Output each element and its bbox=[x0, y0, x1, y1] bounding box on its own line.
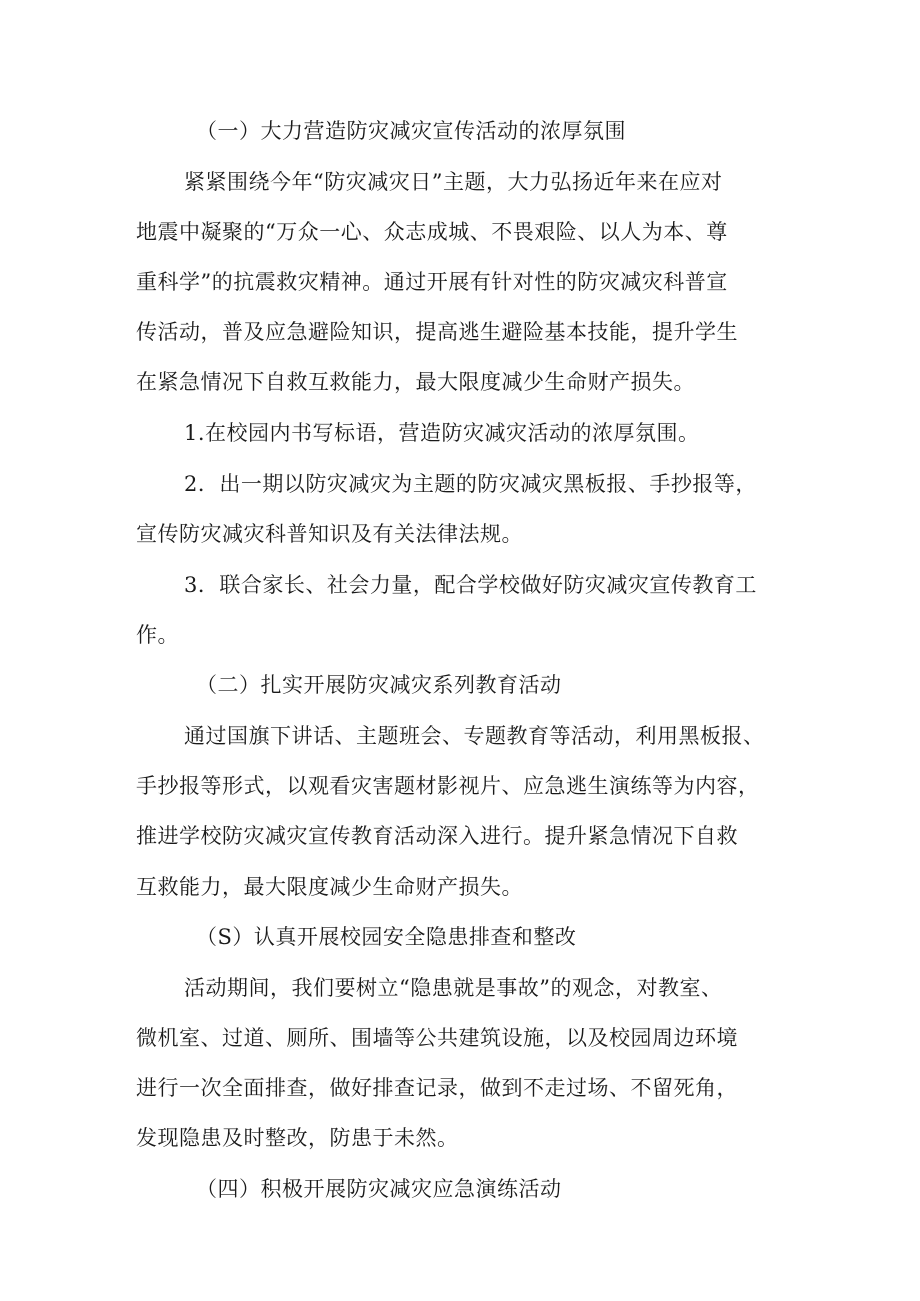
paragraph-line: 活动期间，我们要树立“隐患就是事故”的观念，对教室、 bbox=[184, 976, 723, 1000]
section-heading-3: （S）认真开展校园安全隐患排查和整改 bbox=[196, 925, 577, 949]
paragraph-line: 发现隐患及时整改，防患于未然。 bbox=[136, 1126, 459, 1150]
list-item-1: 1.在校园内书写标语，营造防灾减灾活动的浓厚氛围。 bbox=[184, 421, 700, 445]
list-item-2-continued: 宣传防灾减灾科普知识及有关法律法规。 bbox=[136, 522, 523, 546]
paragraph-line: 互救能力，最大限度减少生命财产损失。 bbox=[136, 875, 523, 899]
section-heading-4: （四）积极开展防灾减灾应急演练活动 bbox=[196, 1177, 562, 1201]
section-heading-1: （一）大力营造防灾减灾宣传活动的浓厚氛围 bbox=[196, 119, 626, 143]
list-item-3-continued: 作。 bbox=[136, 623, 179, 647]
paragraph-line: 地震中凝聚的“万众一心、众志成城、不畏艰险、以人为本、尊 bbox=[136, 220, 728, 244]
paragraph-line: 微机室、过道、厕所、围墙等公共建筑设施，以及校园周边环境 bbox=[136, 1026, 738, 1050]
section-heading-2: （二）扎实开展防灾减灾系列教育活动 bbox=[196, 673, 562, 697]
paragraph-line: 手抄报等形式，以观看灾害题材影视片、应急逃生演练等为内容， bbox=[136, 774, 760, 798]
paragraph-line: 进行一次全面排查，做好排查记录，做到不走过场、不留死角， bbox=[136, 1076, 738, 1100]
list-item-3: 3．联合家长、社会力量，配合学校做好防灾减灾宣传教育工 bbox=[184, 573, 757, 597]
paragraph-line: 紧紧围绕今年“防灾减灾日”主题，大力弘扬近年来在应对 bbox=[184, 170, 723, 194]
paragraph-line: 重科学”的抗震救灾精神。通过开展有针对性的防灾减灾科普宣 bbox=[136, 270, 728, 294]
paragraph-line: 在紧急情况下自救互救能力，最大限度减少生命财产损失。 bbox=[136, 370, 695, 394]
paragraph-line: 通过国旗下讲话、主题班会、专题教育等活动，利用黑板报、 bbox=[184, 724, 765, 748]
paragraph-line: 传活动，普及应急避险知识，提高逃生避险基本技能，提升学生 bbox=[136, 320, 738, 344]
paragraph-line: 推进学校防灾减灾宣传教育活动深入进行。提升紧急情况下自救 bbox=[136, 824, 738, 848]
list-item-2: 2．出一期以防灾减灾为主题的防灾减灾黑板报、手抄报等， bbox=[184, 472, 757, 496]
